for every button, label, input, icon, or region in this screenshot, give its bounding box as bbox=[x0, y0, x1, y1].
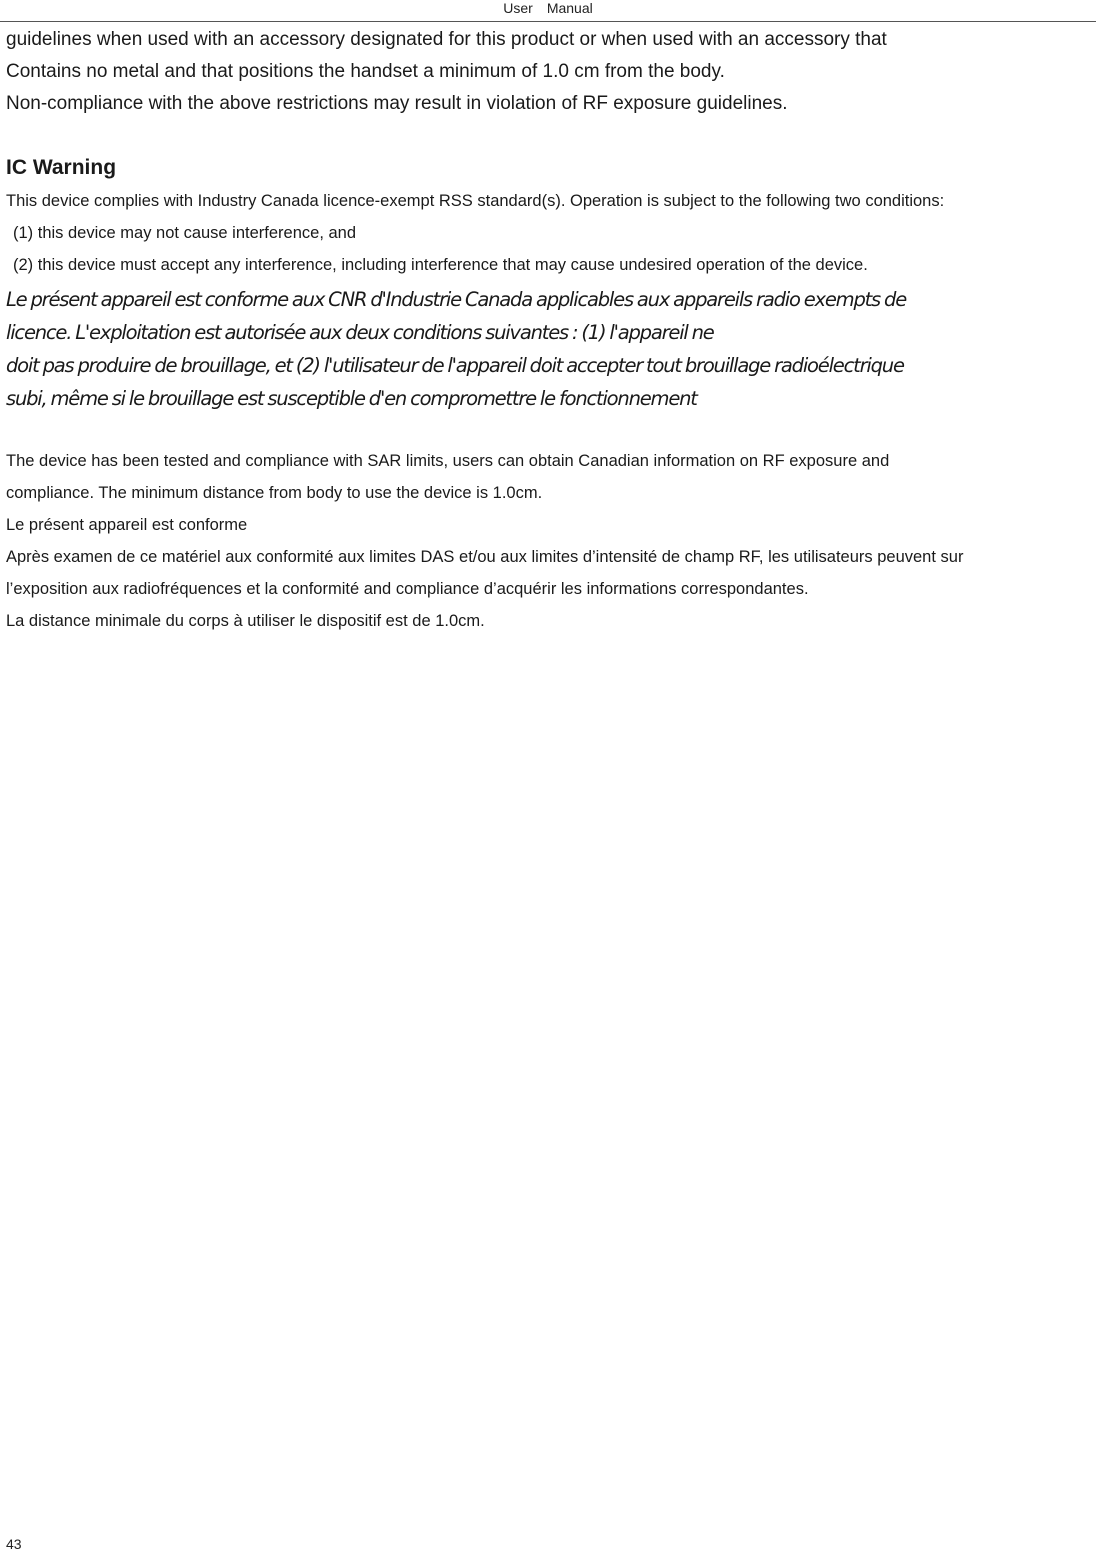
condition-2: (2) this device must accept any interference, including interference that may cause undesired operation of the device. bbox=[13, 256, 868, 274]
page-header bbox=[0, 0, 1096, 22]
text-line: guidelines when used with an accessory designated for this product or when used with an accessory that bbox=[6, 29, 887, 50]
text-line: Après examen de ce matériel aux conformité aux limites DAS et/ou aux limites d’intensité de champ RF, les utilisateurs peuvent sur bbox=[6, 548, 964, 566]
text-line: subi, même si le brouillage est susceptible d'en compromettre le fonctionnement bbox=[6, 387, 697, 410]
text-line: Le présent appareil est conforme bbox=[6, 516, 248, 534]
text-line: compliance. The minimum distance from body to use the device is 1.0cm. bbox=[6, 484, 543, 502]
text-line: Non-compliance with the above restrictions may result in violation of RF exposure guidelines. bbox=[6, 93, 788, 114]
text-line: l’exposition aux radiofréquences et la conformité and compliance d’acquérir les informations correspondantes. bbox=[6, 580, 809, 598]
text-line: doit pas produire de brouillage, et (2) l'utilisateur de l'appareil doit accepter tout brouillage radioélectrique bbox=[6, 354, 904, 377]
text-line: licence. L'exploitation est autorisée aux deux conditions suivantes : (1) l'appareil ne bbox=[6, 321, 714, 344]
text-line: This device complies with Industry Canada licence-exempt RSS standard(s). Operation is subject to the following two conditions: bbox=[6, 192, 945, 210]
header-title-user: User bbox=[503, 0, 533, 16]
page-number: 43 bbox=[6, 1536, 22, 1552]
sar-paragraph bbox=[6, 445, 963, 637]
condition-1: (1) this device may not cause interference, and bbox=[13, 224, 357, 242]
text-line: The device has been tested and compliance with SAR limits, users can obtain Canadian information on RF exposure and bbox=[6, 452, 890, 470]
ic-warning-body bbox=[6, 185, 944, 281]
french-notice bbox=[6, 283, 906, 415]
intro-paragraph bbox=[6, 24, 887, 120]
text-line: Le présent appareil est conforme aux CNR d'Industrie Canada applicables aux appareils radio exempts de bbox=[6, 288, 906, 311]
text-line: Contains no metal and that positions the handset a minimum of 1.0 cm from the body. bbox=[6, 61, 725, 82]
ic-warning-heading: IC Warning bbox=[6, 156, 117, 179]
header-title-manual: Manual bbox=[546, 0, 593, 16]
text-line: La distance minimale du corps à utiliser le dispositif est de 1.0cm. bbox=[6, 612, 485, 630]
